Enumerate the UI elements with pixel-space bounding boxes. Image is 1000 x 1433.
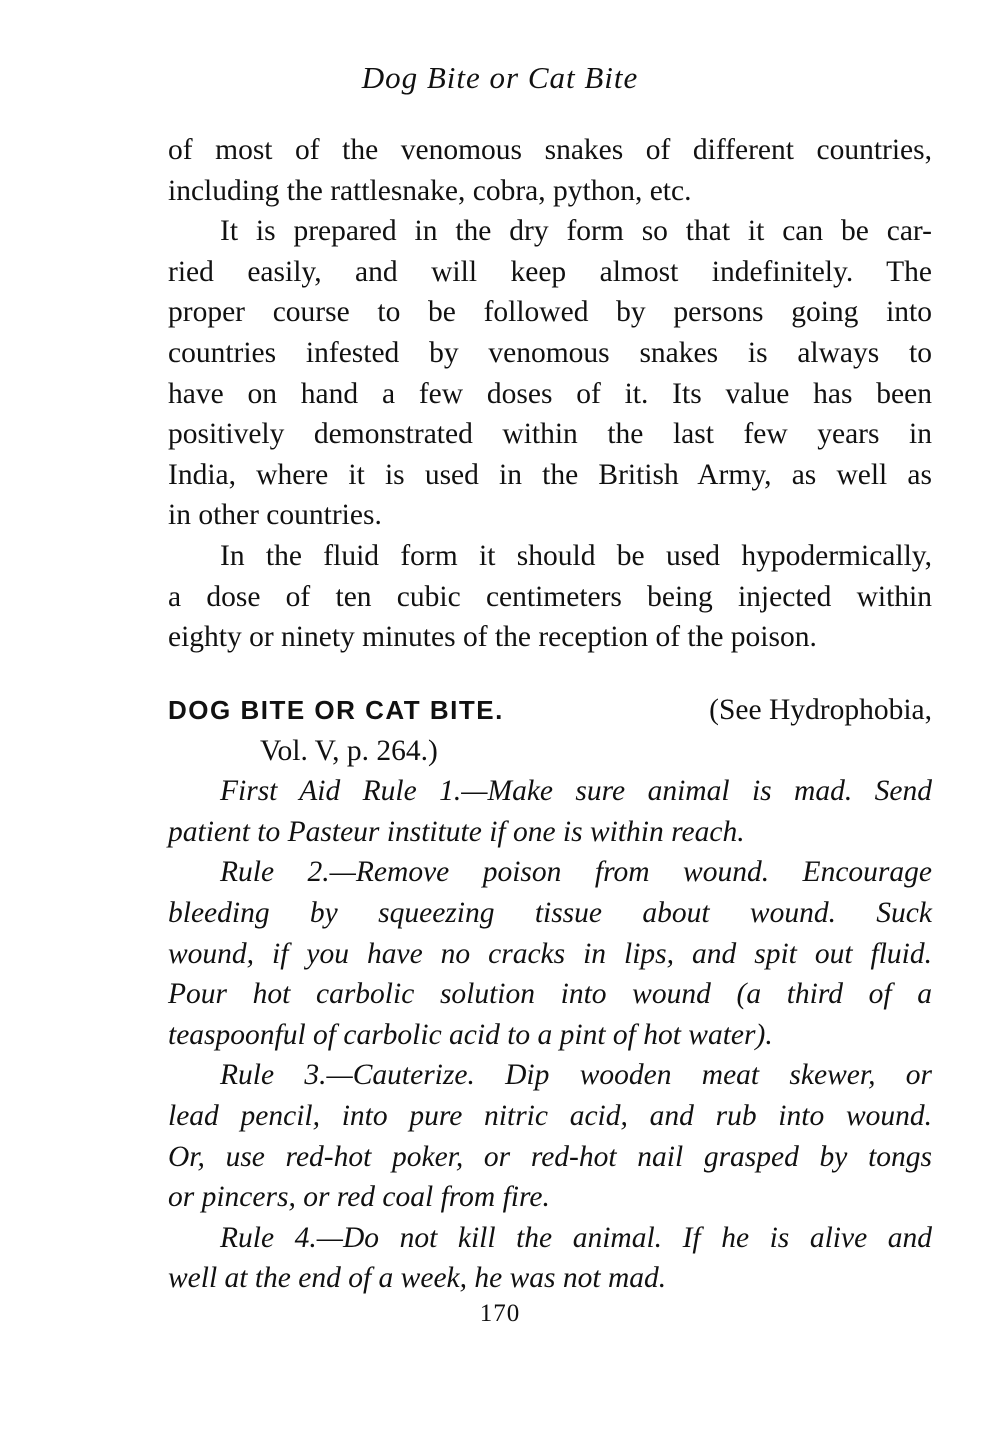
text-line: Rule 2.—Remove poison from wound. Encourage bbox=[220, 856, 932, 889]
text-line: positively demonstrated within the last few years in bbox=[168, 418, 932, 451]
paragraph bbox=[168, 536, 932, 658]
text-line: Rule 3.—Cauterize. Dip wooden meat skewer, or bbox=[220, 1059, 932, 1092]
paragraph bbox=[168, 852, 932, 1055]
text-line: It is prepared in the dry form so that it can be car- bbox=[220, 215, 932, 248]
text-line: wound, if you have no cracks in lips, and spit out fluid. bbox=[168, 937, 932, 970]
text-line: in other countries. bbox=[168, 499, 382, 532]
text-line: including the rattlesnake, cobra, python, etc. bbox=[168, 174, 692, 207]
text-line: Rule 4.—Do not kill the animal. If he is alive and bbox=[220, 1221, 932, 1254]
text-line: India, where it is used in the British Army, as well as bbox=[168, 458, 932, 491]
text-line: well at the end of a week, he was not mad. bbox=[168, 1262, 667, 1295]
text-line: a dose of ten cubic centimeters being injected within bbox=[168, 580, 932, 613]
text-line: have on hand a few doses of it. Its value has been bbox=[168, 377, 932, 410]
text-line: or pincers, or red coal from fire. bbox=[168, 1181, 550, 1214]
text-line: teaspoonful of carbolic acid to a pint of hot water). bbox=[168, 1018, 773, 1051]
first-aid-rules bbox=[168, 771, 932, 1299]
text-line: In the fluid form it should be used hypodermically, bbox=[220, 539, 932, 572]
text-line: lead pencil, into pure nitric acid, and rub into wound. bbox=[168, 1099, 932, 1132]
body-text-top bbox=[168, 130, 932, 658]
paragraph bbox=[168, 771, 932, 852]
text-line: Pour hot carbolic solution into wound (a third of a bbox=[168, 978, 932, 1011]
cross-reference: (See Hydrophobia, bbox=[709, 694, 932, 726]
entry-heading: DOG BITE OR CAT BITE. bbox=[168, 695, 504, 725]
paragraph bbox=[168, 130, 932, 211]
running-head: Dog Bite or Cat Bite bbox=[361, 60, 639, 95]
text-line: Or, use red-hot poker, or red-hot nail grasped by tongs bbox=[168, 1140, 932, 1173]
text-line: ried easily, and will keep almost indefinitely. The bbox=[168, 255, 932, 288]
page-number: 170 bbox=[479, 1300, 521, 1327]
text-line: First Aid Rule 1.—Make sure animal is mad. Send bbox=[220, 775, 932, 808]
text-line: patient to Pasteur institute if one is within reach. bbox=[168, 815, 745, 848]
paragraph bbox=[168, 211, 932, 536]
paragraph bbox=[168, 1055, 932, 1217]
text-line: countries infested by venomous snakes is always to bbox=[168, 336, 932, 369]
text-line: of most of the venomous snakes of different countries, bbox=[168, 134, 932, 166]
entry-section bbox=[168, 690, 932, 1299]
paragraph bbox=[168, 1218, 932, 1299]
text-line: bleeding by squeezing tissue about wound. Suck bbox=[168, 896, 932, 929]
text-line: proper course to be followed by persons going into bbox=[168, 296, 932, 329]
entry-heading-line bbox=[168, 690, 932, 731]
text-line: eighty or ninety minutes of the reception of the poison. bbox=[168, 621, 817, 654]
cross-reference-continued: Vol. V, p. 264.) bbox=[260, 734, 438, 767]
